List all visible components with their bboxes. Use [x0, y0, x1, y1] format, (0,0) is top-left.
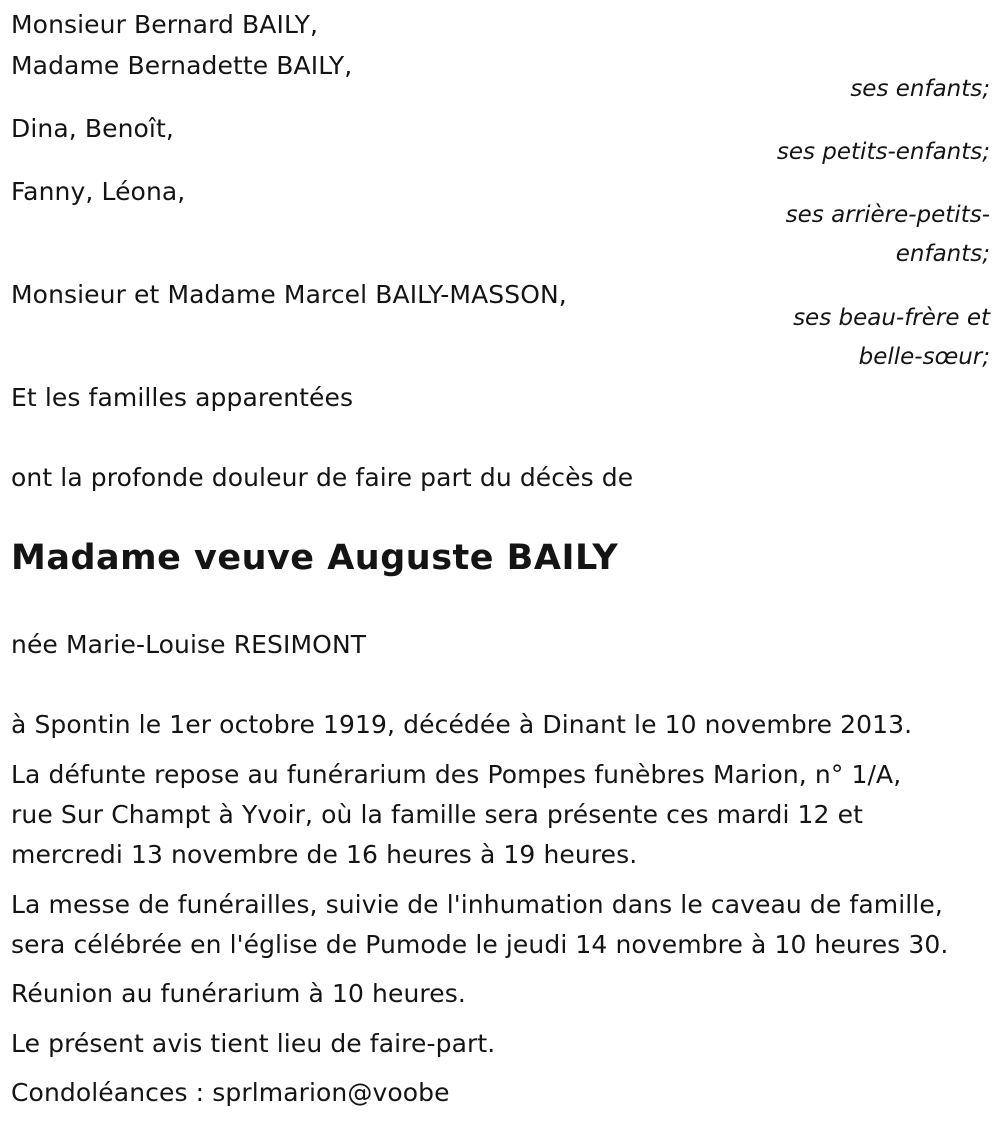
- grandchildren-names: Dina, Benoît,: [11, 114, 174, 143]
- rest-line-1: La défunte repose au funérarium des Pompes funèbres Marion, n° 1/A,: [11, 760, 902, 789]
- deceased-name: Madame veuve Auguste BAILY: [11, 538, 619, 578]
- rest-line-2: rue Sur Champt à Yvoir, où la famille sera présente ces mardi 12 et: [11, 800, 863, 829]
- funeral-line-2: sera célébrée en l'église de Pumode le jeudi 14 novembre à 10 heures 30.: [11, 930, 949, 959]
- in-laws-relation-1: ses beau-frère et: [793, 305, 990, 331]
- great-grandchildren-relation-1: ses arrière-petits-: [785, 202, 990, 228]
- in-laws-names: Monsieur et Madame Marcel BAILY-MASSON,: [11, 280, 567, 309]
- funeral-line-1: La messe de funérailles, suivie de l'inhumation dans le caveau de famille,: [11, 890, 943, 919]
- great-grandchildren-names: Fanny, Léona,: [11, 177, 186, 206]
- related-families: Et les familles apparentées: [11, 383, 354, 412]
- child-name-1: Monsieur Bernard BAILY,: [11, 10, 319, 39]
- birth-name: née Marie-Louise RESIMONT: [11, 630, 367, 659]
- rest-line-3: mercredi 13 novembre de 16 heures à 19 heures.: [11, 840, 638, 869]
- children-relation: ses enfants;: [850, 76, 990, 102]
- notice-line: Le présent avis tient lieu de faire-part.: [11, 1029, 496, 1058]
- announcement-text: ont la profonde douleur de faire part du décès de: [11, 463, 634, 492]
- grandchildren-relation: ses petits-enfants;: [776, 139, 990, 165]
- dates-line: à Spontin le 1er octobre 1919, décédée à Dinant le 10 novembre 2013.: [11, 710, 913, 739]
- meeting-line: Réunion au funérarium à 10 heures.: [11, 979, 466, 1008]
- in-laws-relation-2: belle-sœur;: [858, 344, 990, 370]
- condolences-line: Condoléances : sprlmarion@voobe: [11, 1078, 450, 1107]
- great-grandchildren-relation-2: enfants;: [895, 241, 990, 267]
- child-name-2: Madame Bernadette BAILY,: [11, 51, 353, 80]
